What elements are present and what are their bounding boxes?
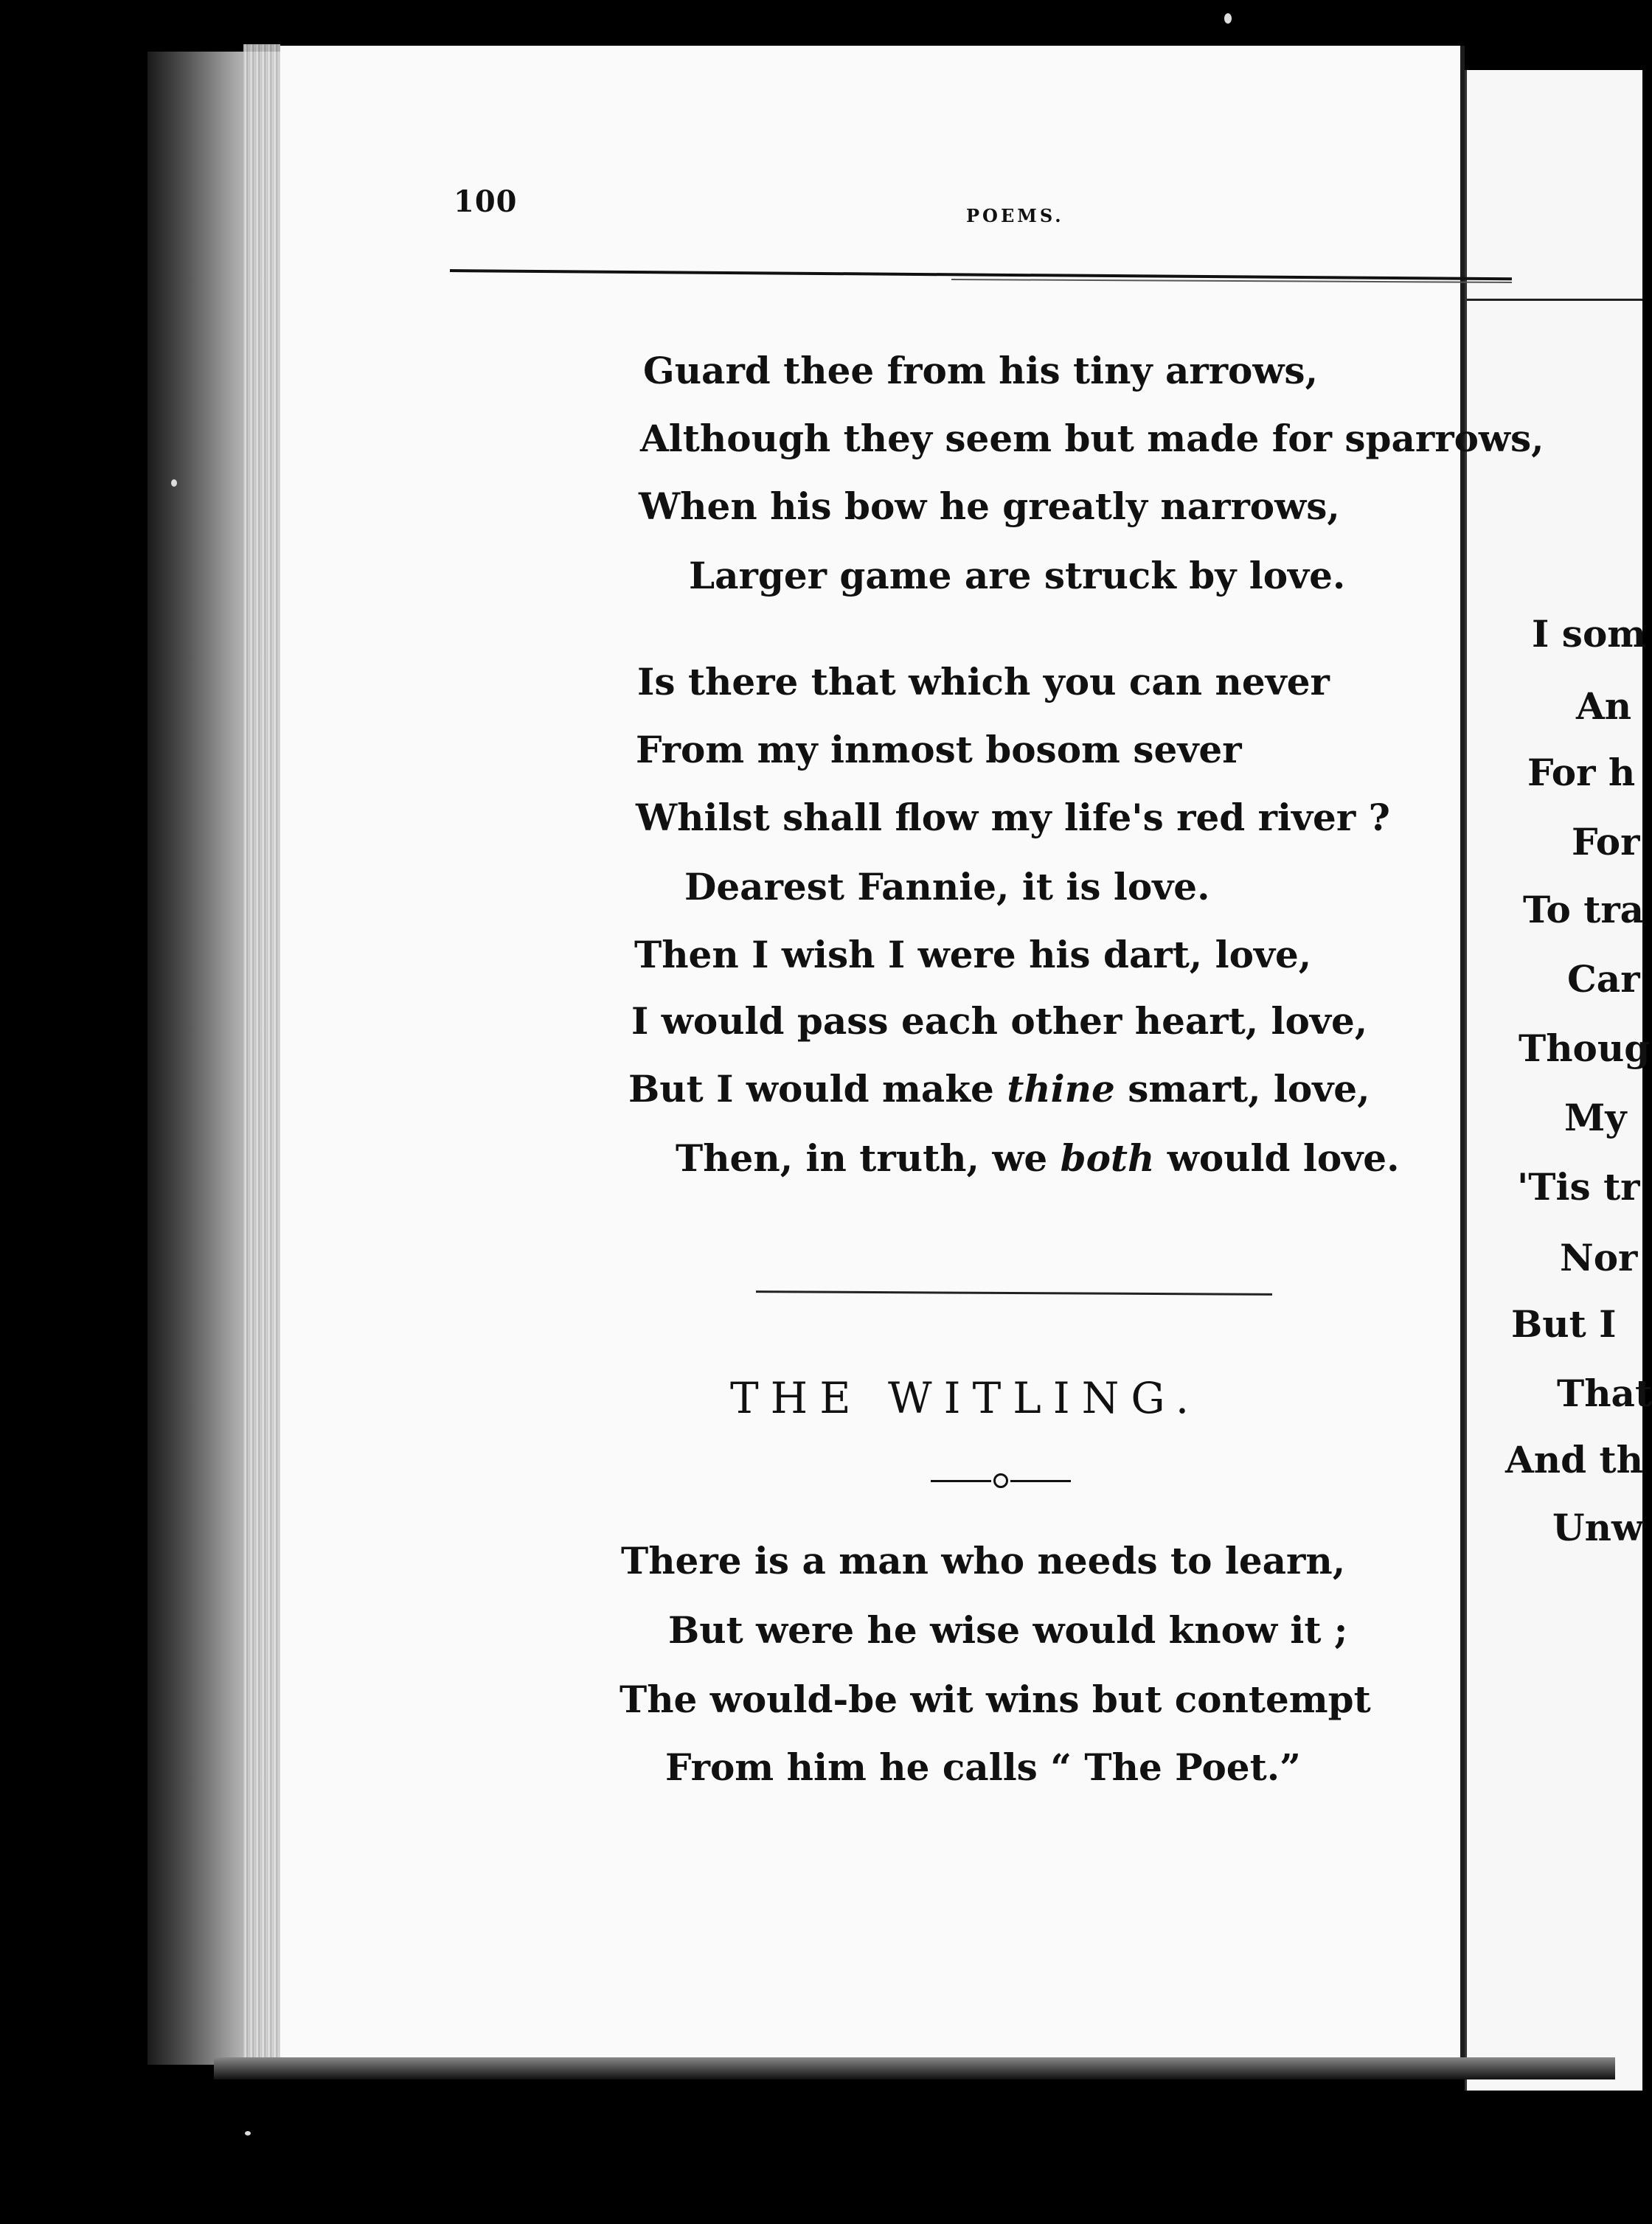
poem-line: Guard thee from his tiny arrows, [643, 349, 1318, 392]
poem-line: Is there that which you can never [637, 660, 1330, 703]
italic-word: thine [1007, 1067, 1115, 1111]
poem-line: Dearest Fannie, it is love. [684, 865, 1210, 908]
right-page-fragment: For h [1527, 751, 1636, 794]
poem-line: I would pass each other heart, love, [631, 999, 1368, 1043]
right-page-fragment: My [1564, 1096, 1627, 1139]
scan-speck [245, 2131, 251, 2136]
line-text: Then, in truth, we [676, 1136, 1061, 1180]
running-title: POEMS. [966, 205, 1064, 226]
right-page-fragment: Car [1567, 957, 1640, 1001]
line-text: would love. [1154, 1136, 1400, 1180]
right-page-fragment: Thoug [1519, 1026, 1651, 1070]
italic-word: both [1060, 1136, 1155, 1180]
poem-line: When his bow he greatly narrows, [639, 484, 1340, 528]
ornament-bar [1010, 1480, 1071, 1482]
ornament-circle [993, 1473, 1008, 1488]
poem-line: Larger game are struck by love. [689, 554, 1346, 597]
right-page-fragment: An [1576, 684, 1632, 728]
line-text: smart, love, [1114, 1067, 1370, 1111]
right-page-fragment: That [1557, 1372, 1652, 1415]
poem-line: The would-be wit wins but contempt [620, 1678, 1371, 1721]
right-page-header-rule [1467, 299, 1642, 301]
page-number: 100 [454, 184, 518, 219]
title-ornament [931, 1473, 1071, 1488]
right-page [1465, 70, 1652, 2091]
poem-title: THE WITLING. [730, 1373, 1201, 1423]
book-bottom-shadow [214, 2057, 1615, 2079]
right-page-fragment: To tra [1523, 888, 1645, 931]
poem-line: Then I wish I were his dart, love, [634, 933, 1312, 976]
right-page-fragment: Unw [1552, 1506, 1643, 1549]
right-page-fragment: I som [1532, 612, 1647, 656]
poem-line: Whilst shall flow my life's red river ? [636, 796, 1390, 839]
ornament-bar [931, 1480, 991, 1482]
poem-line: Although they seem but made for sparrows, [640, 417, 1544, 460]
right-page-fragment: 'Tis tr [1517, 1165, 1640, 1209]
right-page-fragment: But I [1511, 1302, 1617, 1346]
poem-line: But were he wise would know it ; [668, 1608, 1348, 1652]
scan-speck [171, 479, 177, 487]
poem-line: There is a man who needs to learn, [621, 1539, 1346, 1582]
poem-line: From my inmost bosom sever [636, 728, 1242, 771]
poem-line-with-italic [676, 1136, 1400, 1180]
right-page-fragment: And th [1505, 1438, 1643, 1481]
scan-speck [1224, 13, 1232, 24]
line-text: But I would make [628, 1067, 1007, 1111]
right-page-fragment: Nor [1560, 1236, 1638, 1279]
page-edges [243, 44, 280, 2072]
poem-line: From him he calls “ The Poet.” [665, 1745, 1301, 1789]
poem-line-with-italic [628, 1067, 1370, 1111]
right-page-fragment: For [1572, 820, 1640, 863]
